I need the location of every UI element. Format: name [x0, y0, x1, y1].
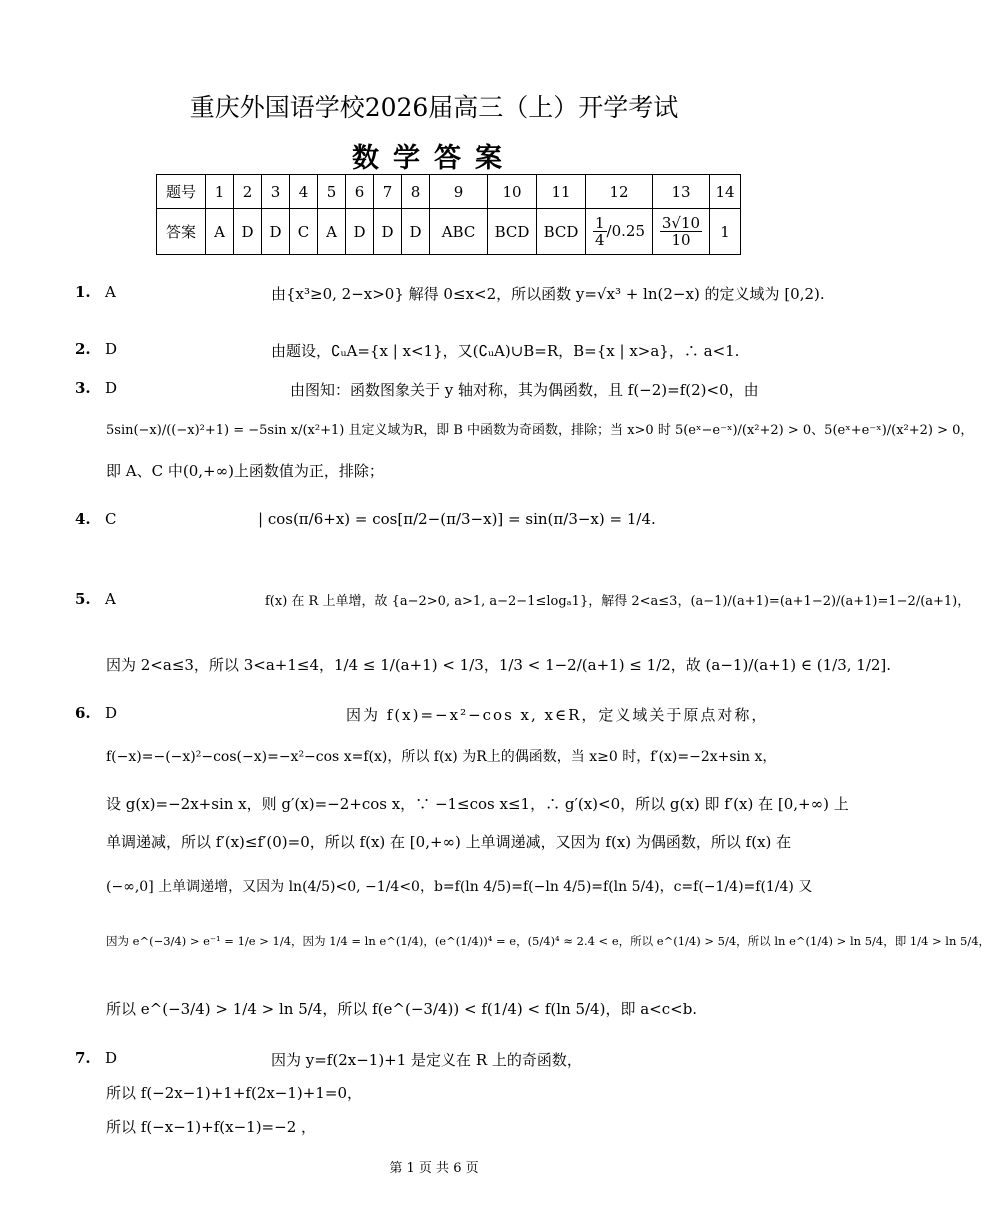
- fraction: $\frac{3√10}{10}$: [661, 213, 701, 249]
- q-number: 6: [346, 175, 374, 209]
- item-number: 4.: [75, 510, 91, 528]
- row-label: 答案: [157, 209, 206, 255]
- item-number: 3.: [75, 379, 91, 397]
- answer-table-row-numbers: [157, 175, 741, 209]
- q-answer: A: [206, 209, 234, 255]
- text-line: f(−x)=−(−x)²−cos(−x)=−x²−cos x=f(x)，所以 f(x) 为R上的偶函数，当 x≥0 时，f′(x)=−2x+sin x，: [106, 749, 777, 765]
- q-number: 11: [537, 175, 586, 209]
- text-line: 所以 f(−x−1)+f(x−1)=−2 ，: [106, 1118, 317, 1136]
- q-number: 3: [262, 175, 290, 209]
- item-letter: D: [105, 704, 118, 722]
- q-number: 5: [318, 175, 346, 209]
- text-line: 所以 e^(−3/4) > 1/4 > ln 5/4，所以 f(e^(−3/4)) < f(1/4) < f(ln 5/4)，即 a<c<b.: [106, 1000, 698, 1018]
- item-number: 6.: [75, 704, 91, 722]
- item-letter: D: [105, 379, 118, 397]
- q-number: 10: [488, 175, 537, 209]
- item-letter: A: [105, 283, 116, 301]
- q-answer: C: [290, 209, 318, 255]
- page-footer: 第 1 页 共 6 页: [389, 1161, 479, 1176]
- q-answer: BCD: [488, 209, 537, 255]
- fraction: $\frac{1}{4}$: [595, 213, 605, 249]
- q-number: 9: [430, 175, 488, 209]
- q-number: 8: [402, 175, 430, 209]
- text-line: 即 A、C 中(0,+∞)上函数值为正，排除；: [106, 462, 384, 480]
- item-number: 1.: [75, 283, 91, 301]
- answer-table-row-answers: [157, 209, 741, 255]
- q-number: 2: [234, 175, 262, 209]
- q-number: 1: [206, 175, 234, 209]
- item-letter: D: [105, 1049, 118, 1067]
- item-number: 7.: [75, 1049, 91, 1067]
- q-answer: A: [318, 209, 346, 255]
- q-answer-13: [653, 209, 710, 255]
- text-line: 设 g(x)=−2x+sin x，则 g′(x)=−2+cos x，∵ −1≤cos x≤1，∴ g′(x)<0，所以 g(x) 即 f′(x) 在 [0,+∞) 上: [106, 795, 849, 813]
- row-label: 题号: [157, 175, 206, 209]
- text-line: 因为 e^(−3/4) > e⁻¹ = 1/e > 1/4，因为 1/4 = ln e^(1/4)，(e^(1/4))⁴ = e，(5/4)⁴ ≈ 2.4 < e，所以 e^(1/4) > 5/4，所以 ln e^(1/4) > ln 5/4，即 1/4 > ln 5/4，: [106, 934, 990, 948]
- page-title: 重庆外国语学校2026届高三（上）开学考试: [189, 93, 679, 122]
- q-answer-12: $\frac{1}{4}$ /0.25: [586, 209, 653, 255]
- q-answer: D: [234, 209, 262, 255]
- page-subtitle: 数学答案: [352, 143, 516, 174]
- item-text: f(x) 在 R 上单增，故 {a−2>0, a>1, a−2−1≤logₐ1}，解得 2<a≤3，(a−1)/(a+1)=(a+1−2)/(a+1)=1−2/(a+1)，: [265, 594, 971, 609]
- item-text: | cos(π/6+x) = cos[π/2−(π/3−x)] = sin(π/3−x) = 1/4.: [258, 510, 656, 528]
- item-letter: C: [105, 510, 117, 528]
- q-number: 7: [374, 175, 402, 209]
- q-answer: D: [346, 209, 374, 255]
- q-answer: 1: [710, 209, 741, 255]
- item-text: 因为 f(x)=−x²−cos x, x∈R，定义域关于原点对称，: [346, 706, 769, 724]
- text-line: 因为 2<a≤3，所以 3<a+1≤4，1/4 ≤ 1/(a+1) < 1/3，1/3 < 1−2/(a+1) ≤ 1/2，故 (a−1)/(a+1) ∈ (1/3, 1/2].: [106, 656, 892, 674]
- item-text: 由题设，∁ᵤA={x | x<1}，又(∁ᵤA)∪B=R，B={x | x>a}，∴ a<1.: [271, 342, 740, 360]
- answer-table: [156, 174, 741, 255]
- item-number: 2.: [75, 340, 91, 358]
- text-line: 5sin(−x)/((−x)²+1) = −5sin x/(x²+1) 且定义域为R，即 B 中函数为奇函数，排除；当 x>0 时 5(eˣ−e⁻ˣ)/(x²+2) > 0、5(eˣ+e⁻ˣ)/(x²+2) > 0，: [106, 423, 974, 438]
- q-number: 14: [710, 175, 741, 209]
- text-line: (−∞,0] 上单调递增，又因为 ln(4/5)<0, −1/4<0，b=f(ln 4/5)=f(−ln 4/5)=f(ln 5/4)，c=f(−1/4)=f(1/4) 又: [106, 879, 813, 895]
- text-line: 单调递减，所以 f′(x)≤f′(0)=0，所以 f(x) 在 [0,+∞) 上单调递减，又因为 f(x) 为偶函数，所以 f(x) 在: [106, 833, 792, 851]
- q-answer: BCD: [537, 209, 586, 255]
- q-answer: D: [374, 209, 402, 255]
- q-number: 13: [653, 175, 710, 209]
- text-line: 所以 f(−2x−1)+1+f(2x−1)+1=0，: [106, 1084, 362, 1102]
- item-letter: D: [105, 340, 118, 358]
- q-answer: ABC: [430, 209, 488, 255]
- item-text: 由图知：函数图象关于 y 轴对称，其为偶函数，且 f(−2)=f(2)<0，由: [290, 381, 759, 399]
- item-text: 因为 y=f(2x−1)+1 是定义在 R 上的奇函数，: [271, 1051, 582, 1069]
- q-number: 12: [586, 175, 653, 209]
- q-number: 4: [290, 175, 318, 209]
- item-text: 由{x³≥0, 2−x>0} 解得 0≤x<2，所以函数 y=√x³ + ln(2−x) 的定义域为 [0,2).: [271, 285, 825, 303]
- item-number: 5.: [75, 590, 91, 608]
- item-letter: A: [105, 590, 116, 608]
- q-answer: D: [402, 209, 430, 255]
- q-answer: D: [262, 209, 290, 255]
